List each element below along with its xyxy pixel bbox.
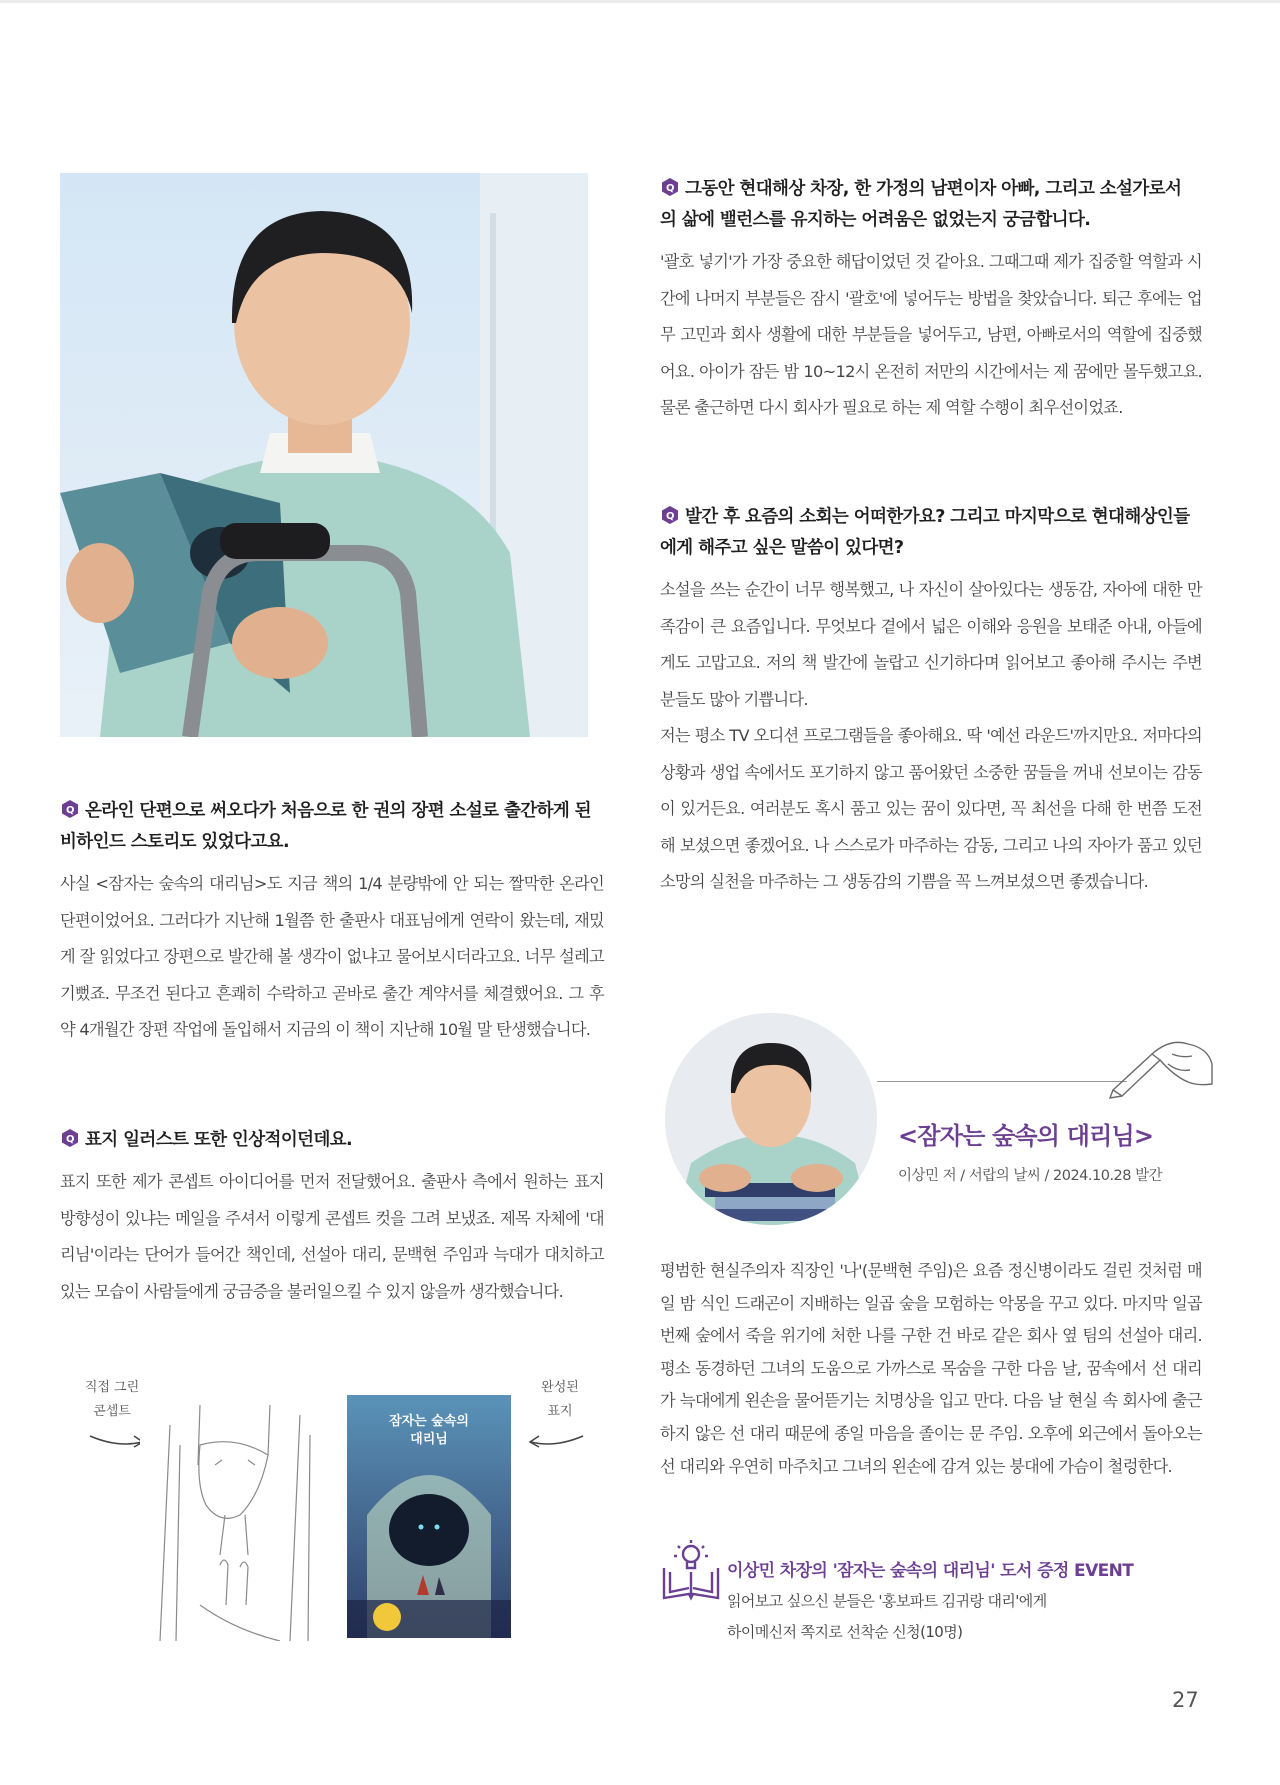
answer <box>60 866 604 1049</box>
question-title <box>660 174 1202 236</box>
question-title-line-2: 에게 해주고 싶은 말씀이 있다면? <box>660 538 904 558</box>
svg-text:Q: Q <box>66 805 74 816</box>
question-title <box>60 1125 604 1156</box>
book-meta: 이상민 저 / 서랍의 날씨 / 2024.10.28 발간 <box>898 1168 1163 1184</box>
q-badge-icon <box>660 505 680 525</box>
answer <box>660 572 1202 901</box>
question-block-reflections <box>660 502 1202 901</box>
cover-title-line-1: 잠자는 숲속의 <box>389 1414 469 1429</box>
answer <box>660 244 1202 427</box>
question-block-backstory <box>60 796 604 1049</box>
book-title: <잠자는 숲속의 대리님> <box>898 1122 1154 1150</box>
book-lightbulb-icon <box>660 1538 722 1602</box>
book-synopsis: 평범한 현실주의자 직장인 '나'(문백현 주임)은 요즘 정신병이라도 걸린 것처럼 매일 밤 식인 드래곤이 지배하는 일곱 숲을 모험하는 악몽을 꾸고 있다. 마지막 일곱 번째 숲에서 죽을 위기에 처한 나를 구한 건 바로 같은 회사 옆 팀의 선설아 대리. 평소 동경하던 그녀의 도움으로 가까스로 목숨을 구한 다음 날, 꿈속에서 선 대리가 늑대에게 왼손을 물어뜯기는 치명상을 입고 만다. 다음 날 현실 속 회사에 출근하지 않은 선 대리 때문에 종일 마음을 졸이는 문 주임. 오후에 외근에서 돌아오는 선 대리와 우연히 마주치고 그녀의 왼손에 감겨 있는 붕대에 가슴이 철렁한다. <box>660 1261 1202 1476</box>
question-title <box>660 502 1202 564</box>
answer-paragraph: '괄호 넣기'가 가장 중요한 해답이었던 것 같아요. 그때그때 제가 집중할 역할과 시간에 나머지 부분들은 잠시 '괄호'에 넣어두는 방법을 찾았습니다. 퇴근 후에는 업무 고민과 회사 생활에 대한 부분들을 넣어두고, 남편, 아빠로서의 역할에 집중했어요. 아이가 잠든 밤 10~12시 온전히 저만의 시간에서는 제 꿈에만 몰두했고요. 물론 출근하면 다시 회사가 필요로 하는 제 역할 수행이 최우선이었죠. <box>660 252 1202 417</box>
book-cover <box>347 1395 511 1638</box>
question-block-cover <box>60 1125 604 1310</box>
note-right-line-2: 표지 <box>547 1404 573 1419</box>
answer-paragraph: 저는 평소 TV 오디션 프로그램들을 좋아해요. 딱 '예선 라운드'까지만요. 저마다의 상황과 생업 속에서도 포기하지 않고 품어왔던 소중한 꿈들을 꺼내 선보이는 감동이 있거든요. 여러분도 혹시 품고 있는 꿈이 있다면, 꼭 최선을 다해 한 번쯤 도전해 보셨으면 좋겠어요. 나 스스로가 마주하는 감동, 그리고 나의 자아가 품고 있던 소망의 실천을 마주하는 그 생동감의 기쁨을 꼭 느껴보셨으면 좋겠습니다. <box>660 726 1202 891</box>
answer <box>60 1164 604 1310</box>
answer-paragraph: 표지 또한 제가 콘셉트 아이디어를 먼저 전달했어요. 출판사 측에서 원하는 표지 방향성이 있냐는 메일을 주셔서 이렇게 콘셉트 컷을 그려 보냈죠. 제목 자체에 '대리님'이라는 단어가 들어간 책인데, 선설아 대리, 문백현 주임과 늑대가 대치하고 있는 모습이 사람들에게 궁금증을 불러일으킬 수 있지 않을까 생각했습니다. <box>60 1172 604 1301</box>
note-left-line-2: 콘셉트 <box>93 1404 131 1419</box>
event-line-1: 읽어보고 싶으신 분들은 '홍보파트 김귀랑 대리'에게 <box>727 1592 1047 1610</box>
svg-text:Q: Q <box>666 511 674 522</box>
author-reading-photo <box>60 173 588 737</box>
answer-paragraph: 사실 <잠자는 숲속의 대리님>도 지금 책의 1/4 분량밖에 안 되는 짤막한 온라인 단편이었어요. 그러다가 지난해 1월쯤 한 출판사 대표님에게 연락이 왔는데, 재밌게 잘 읽었다고 장편으로 발간해 볼 생각이 없냐고 물어보시더라고요. 너무 설레고 기뻤죠. 무조건 된다고 흔쾌히 수락하고 곧바로 출간 계약서를 체결했어요. 그 후 약 4개월간 장편 작업에 돌입해서 지금의 이 책이 지난해 10월 말 탄생했습니다. <box>60 874 604 1039</box>
author-portrait <box>665 1013 877 1225</box>
question-title-line-1: 발간 후 요즘의 소회는 어떠한가요? 그리고 마지막으로 현대해상인들 <box>685 507 1190 527</box>
q-badge-icon <box>60 1128 80 1148</box>
note-final-cover <box>520 1376 600 1424</box>
question-title-line-1: 그동안 현대해상 차장, 한 가정의 남편이자 아빠, 그리고 소설가로서 <box>685 179 1182 199</box>
top-rule <box>0 0 1280 3</box>
question-block-balance <box>660 174 1202 427</box>
question-title <box>60 796 604 858</box>
concept-sketch <box>140 1405 328 1641</box>
q-badge-icon <box>60 799 80 819</box>
pen-writing-icon <box>1108 1034 1214 1100</box>
note-left-line-1: 직접 그린 <box>84 1380 140 1395</box>
page-number: 27 <box>1172 1688 1199 1712</box>
arrow-left-icon <box>525 1428 585 1450</box>
svg-text:Q: Q <box>666 183 674 194</box>
event-title: 이상민 차장의 '잠자는 숲속의 대리님' 도서 증정 EVENT <box>727 1561 1134 1581</box>
event-line-2: 하이메신저 쪽지로 선착순 신청(10명) <box>727 1623 963 1641</box>
cover-title-line-2: 대리님 <box>410 1432 448 1447</box>
question-title-line-2: 비하인드 스토리도 있었다고요. <box>60 832 289 852</box>
note-right-line-1: 완성된 <box>541 1380 579 1395</box>
arrow-right-icon <box>88 1428 148 1450</box>
q-badge-icon <box>660 177 680 197</box>
divider-line <box>877 1081 1127 1082</box>
svg-text:Q: Q <box>66 1134 74 1145</box>
question-title-line-1: 표지 일러스트 또한 인상적이던데요. <box>85 1130 353 1150</box>
event-description <box>727 1586 1047 1648</box>
question-title-line-1: 온라인 단편으로 써오다가 처음으로 한 권의 장편 소설로 출간하게 된 <box>85 801 591 821</box>
question-title-line-2: 의 삶에 밸런스를 유지하는 어려움은 없었는지 궁금합니다. <box>660 210 1091 230</box>
answer-paragraph: 소설을 쓰는 순간이 너무 행복했고, 나 자신이 살아있다는 생동감, 자아에 대한 만족감이 큰 요즘입니다. 무엇보다 곁에서 넓은 이해와 응원을 보태준 아내, 아들에게도 고맙고요. 저의 책 발간에 놀랍고 신기하다며 읽어보고 좋아해 주시는 주변 분들도 많아 기쁩니다. <box>660 580 1202 709</box>
